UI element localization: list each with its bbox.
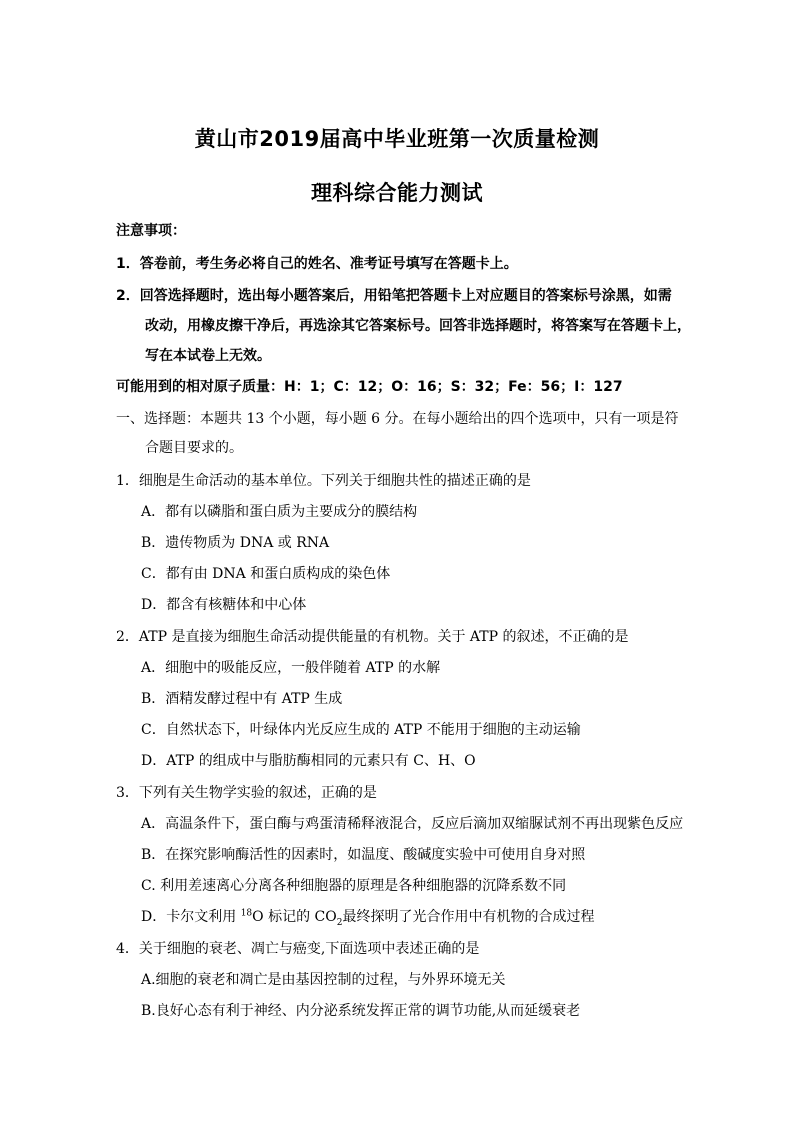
question-1-option-b: B．遗传物质为 DNA 或 RNA [141,535,330,551]
question-2-stem: 2．ATP 是直接为细胞生命活动提供能量的有机物。关于 ATP 的叙述，不正确的是 [116,629,629,645]
notice-item-1: 1．答卷前，考生务必将自己的姓名、准考证号填写在答题卡上。 [116,256,518,272]
notice-item-2-line-1: 2．回答选择题时，选出每小题答案后，用铅笔把答题卡上对应题目的答案标号涂黑，如需 [116,288,672,304]
option-d-text-start: D．卡尔文利用 [141,909,241,925]
question-2-option-b: B．酒精发酵过程中有 ATP 生成 [141,691,343,707]
question-4-option-a: A.细胞的衰老和凋亡是由基因控制的过程，与外界环境无关 [141,972,506,988]
option-d-text-end: 最终探明了光合作用中有机物的合成过程 [342,909,595,925]
question-3-option-d [141,907,594,927]
question-3-option-b: B．在探究影响酶活性的因素时，如温度、酸碱度实验中可使用自身对照 [141,847,586,863]
notice-item-2-line-2: 改动，用橡皮擦干净后，再选涂其它答案标号。回答非选择题时，将答案写在答题卡上， [145,318,691,334]
question-3-stem: 3．下列有关生物学实验的叙述，正确的是 [116,785,377,801]
section-intro-line-1: 一、选择题：本题共 13 个小题，每小题 6 分。在每小题给出的四个选项中，只有一项是符 [116,411,679,427]
notice-heading: 注意事项： [116,223,186,239]
question-3-option-a: A．高温条件下，蛋白酶与鸡蛋清稀释液混合，反应后滴加双缩脲试剂不再出现紫色反应 [141,816,684,832]
question-1-option-d: D．都含有核糖体和中心体 [141,597,307,613]
exam-title: 黄山市2019届高中毕业班第一次质量检测 [194,127,600,151]
isotope-superscript: 18 [240,908,253,919]
question-4-option-b: B.良好心态有利于神经、内分泌系统发挥正常的调节功能,从而延缓衰老 [141,1003,581,1019]
question-3-option-c: C. 利用差速离心分离各种细胞器的原理是各种细胞器的沉降系数不同 [141,878,567,894]
question-4-stem: 4．关于细胞的衰老、凋亡与癌变,下面选项中表述正确的是 [116,941,480,957]
question-2-option-d: D．ATP 的组成中与脂肪酶相同的元素只有 C、H、O [141,753,476,769]
section-intro-line-2: 合题目要求的。 [145,440,243,456]
co2-subscript: 2 [336,917,343,928]
option-d-text-mid: O 标记的 CO [252,909,337,925]
question-2-option-c: C．自然状态下，叶绿体内光反应生成的 ATP 不能用于细胞的主动运输 [141,722,581,738]
atomic-mass-line: 可能用到的相对原子质量：H：1；C：12；O：16；S：32；Fe：56；I：127 [116,379,623,395]
notice-item-2-line-3: 写在本试卷上无效。 [145,348,271,364]
exam-subtitle: 理科综合能力测试 [311,181,483,205]
question-1-option-a: A．都有以磷脂和蛋白质为主要成分的膜结构 [141,504,418,520]
question-1-option-c: C．都有由 DNA 和蛋白质构成的染色体 [141,566,391,582]
question-1-stem: 1．细胞是生命活动的基本单位。下列关于细胞共性的描述正确的是 [116,473,531,489]
question-2-option-a: A．细胞中的吸能反应，一般伴随着 ATP 的水解 [141,660,441,676]
